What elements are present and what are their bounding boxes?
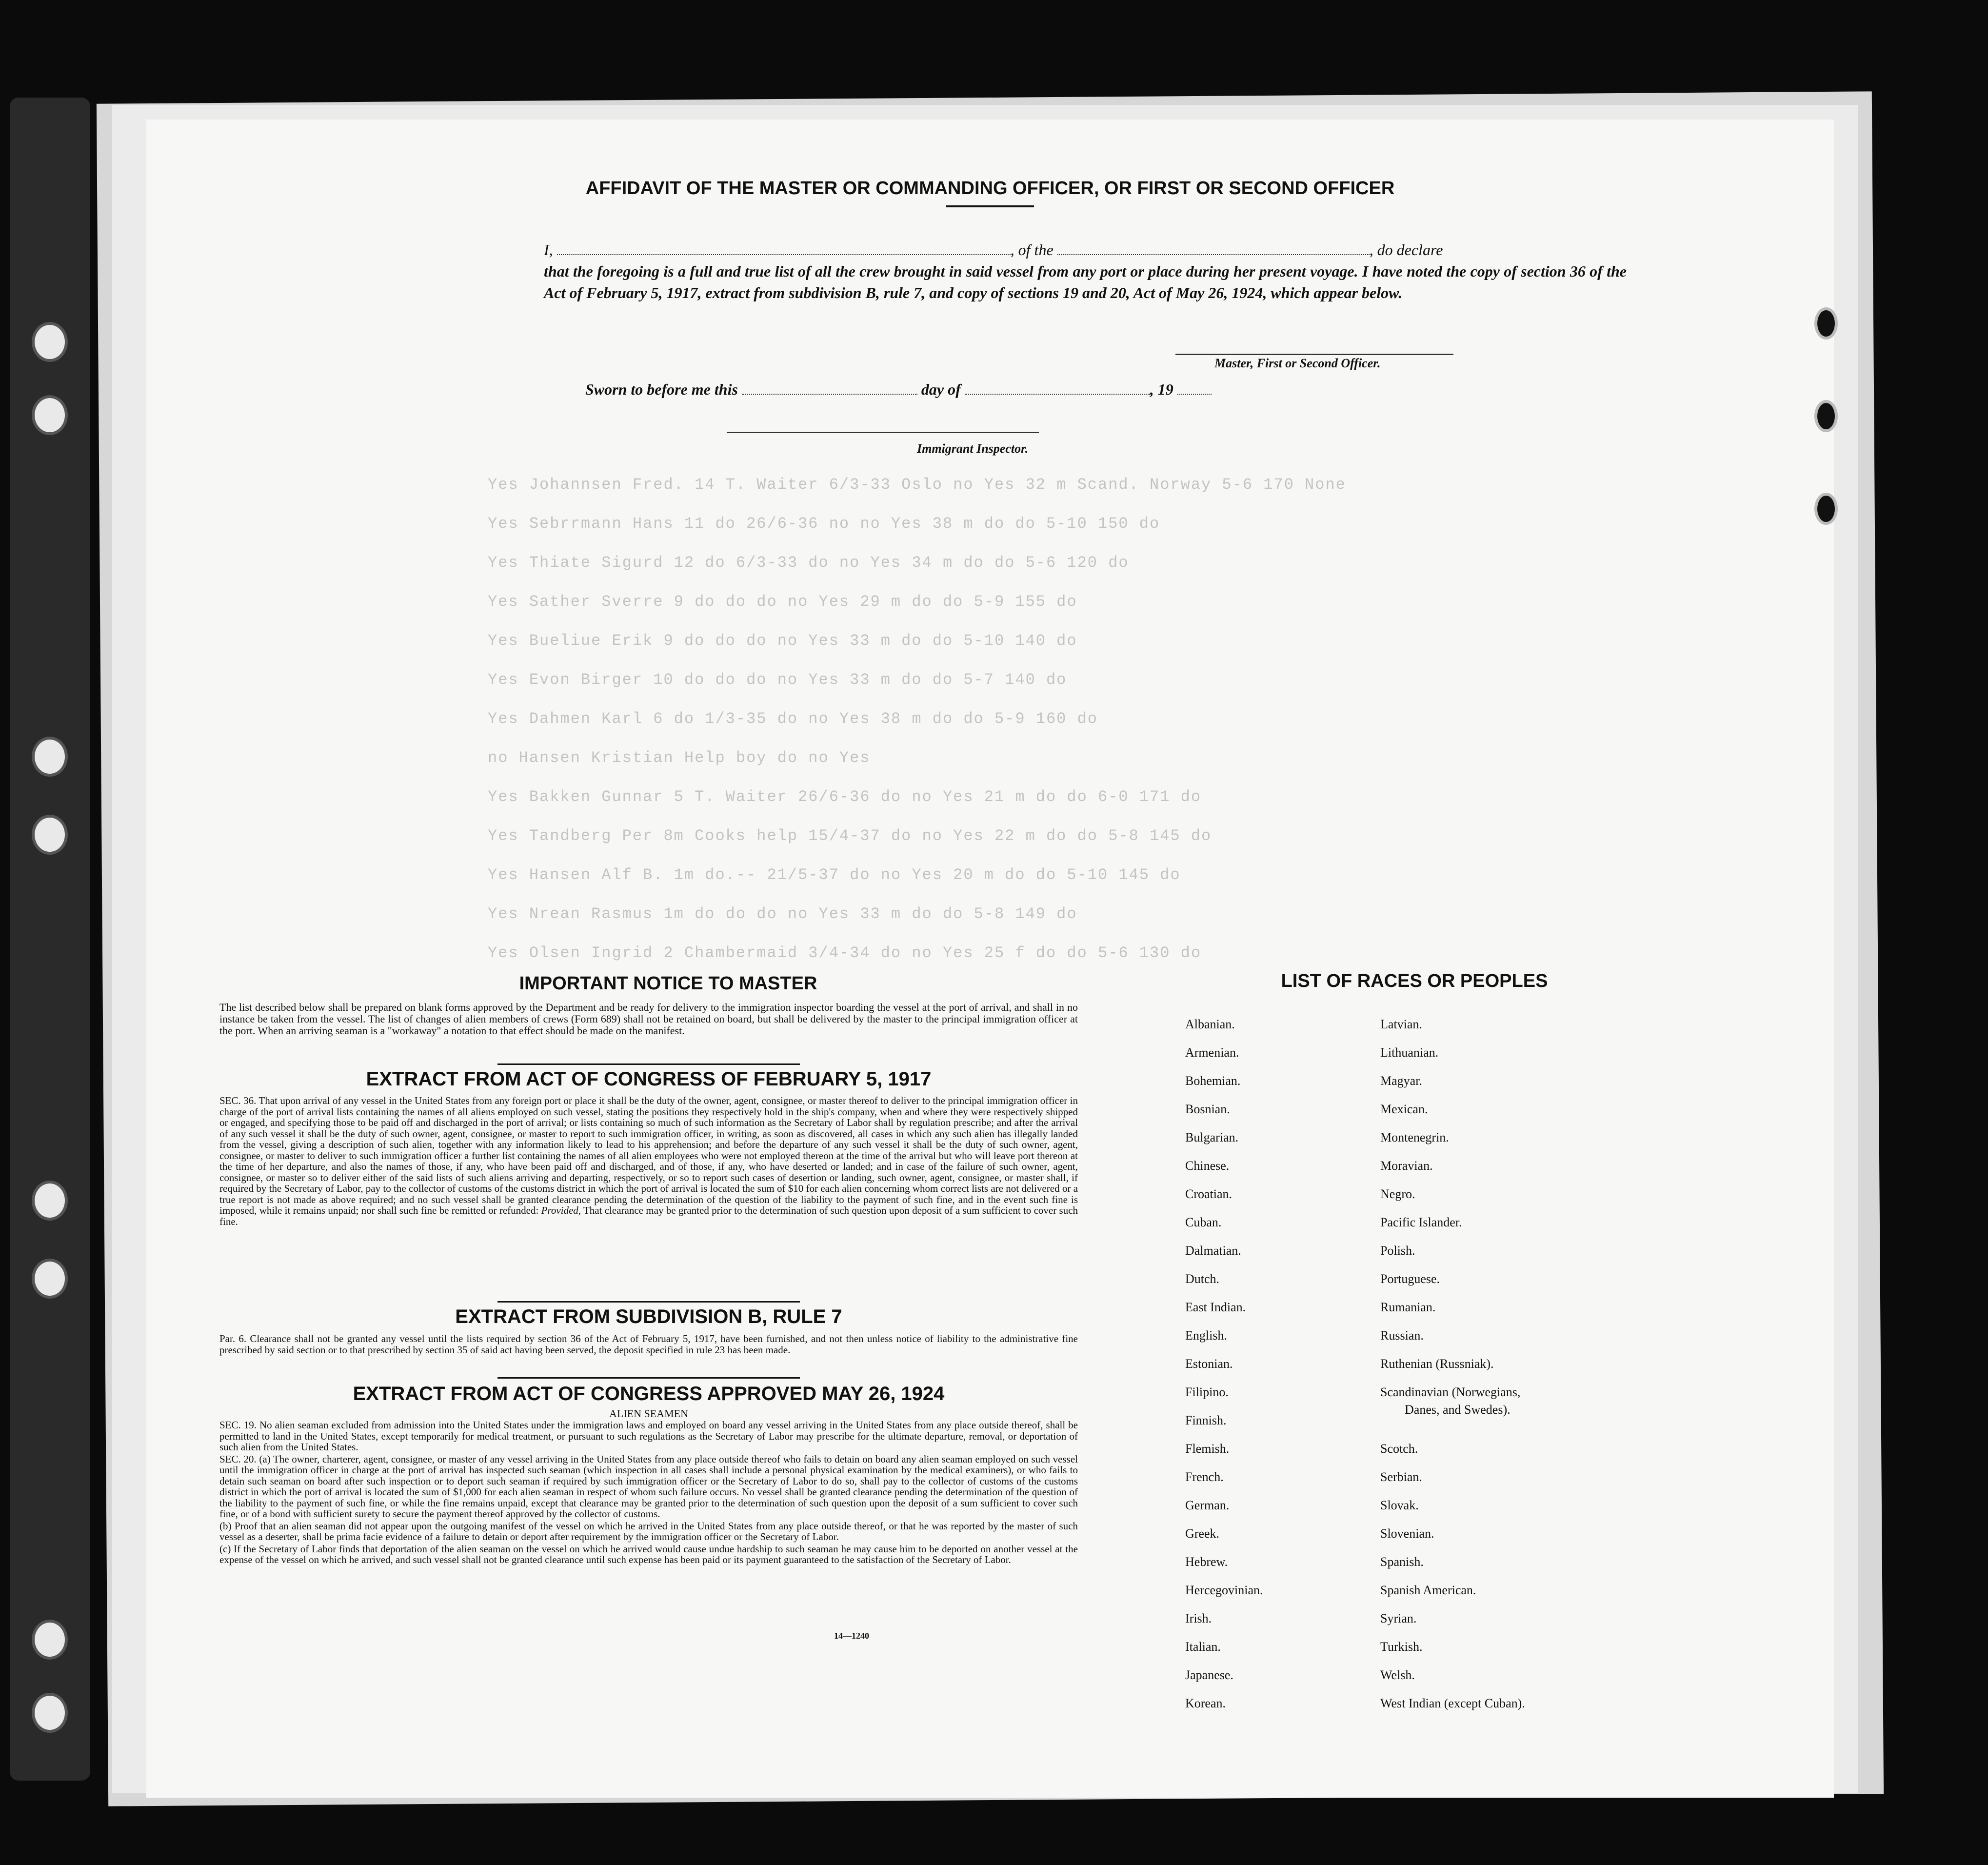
notice-body: The list described below shall be prepared on blank forms approved by the Department and be ready for delivery to the immigration inspector boarding the vessel at the port of arrival, and shall in no instance be taken from the vessel. The list of changes of alien members of crews (Form 689) shall not be retained on board, but shall be delivered by the master to the principal immigration officer at the port. When an arriving seaman is a "workaway" a notation to that effect should be made on the manifest.: [219, 1001, 1078, 1037]
binder-hole: [32, 815, 68, 855]
race-item: Irish.: [1185, 1611, 1212, 1625]
race-item: Serbian.: [1380, 1470, 1422, 1484]
race-item: Dalmatian.: [1185, 1243, 1241, 1258]
sec-20c-text: (c) If the Secretary of Labor finds that deportation of the alien seaman on the vessel on which he arrived would cause undue hardship to such seaman he may cause him to be deported on another vessel at the expense of the vessel on which he arrived, and such vessel shall not be granted clearance until such expense has been paid or its payment guaranteed to the satisfaction of the Secretary of Labor.: [219, 1543, 1078, 1565]
race-item: Syrian.: [1380, 1611, 1417, 1625]
ghost-row: Yes Hansen Alf B. 1m do.-- 21/5-37 do no Yes 20 m do do 5-10 145 do: [488, 866, 1181, 884]
sworn-month-field[interactable]: [965, 394, 1150, 395]
affidavit-declaration-line: [544, 239, 1627, 261]
race-item: Albanian.: [1185, 1017, 1235, 1031]
race-item: Scandinavian (Norwegians,: [1380, 1385, 1521, 1399]
ghost-row: Yes Bueliue Erik 9 do do do no Yes 33 m do do 5-10 140 do: [488, 632, 1077, 650]
extract-1917-text: SEC. 36. That upon arrival of any vessel in the United States from any foreign port or place it shall be the duty of the owner, agent, consignee, or master thereof to deliver to the principal immigration officer in charge of the port of arrival lists containing the names of all aliens employed on such vessel, stating the positions they respectively hold in the ship's company, when and where they were respectively shipped or engaged, and specifying those to be paid off and discharged in the port of arrival; or lists containing so much of such information as the Secretary of Labor shall by regulation prescribe; and after the arrival of any such vessel it shall be the duty of such owner, agent, consignee, or master to report to such immigration officer, in writing, as soon as discovered, all cases in which any such alien has illegally landed from the vessel, giving a description of such alien, together with any information likely to lead to his apprehension; and before the departure of any such vessel it shall be the duty of such owner, agent, consignee, or master to deliver to such immigration officer a further list containing the names of all alien employees who were not employed thereon at the time of the arrival but who will leave port thereon at the time of her departure, and also the names of those, if any, who have been paid off and discharged, and of those, if any, who have deserted or landed; and in case of the failure of such owner, agent, consignee, or master so to deliver either of the said lists of such aliens arriving and departing, respectively, or so to report such cases of desertion or landing, such owner, agent, consignee, or master shall, if required by the Secretary of Labor, pay to the collector of customs of the customs district in which the port of arrival is located the sum of $10 for each alien concerning whom correct lists are not delivered or a true report is not made as above required; and no such vessel shall be granted clearance pending the determination of the question of the liability to the payment of such fine, and in the event such fine is imposed, while it remains unpaid; nor shall such fine be remitted or refunded:: [219, 1095, 1078, 1216]
i-label: I,: [544, 241, 553, 259]
binder-hole: [32, 395, 68, 435]
extract-1924-body: [219, 1420, 1078, 1566]
race-item: Russian.: [1380, 1328, 1424, 1343]
race-item: East Indian.: [1185, 1300, 1246, 1314]
race-item: Slovenian.: [1380, 1526, 1434, 1541]
binder-hole: [32, 737, 68, 777]
signature-label: Master, First or Second Officer.: [1214, 356, 1381, 370]
race-item: Bulgarian.: [1185, 1130, 1239, 1144]
binder-hole: [32, 1259, 68, 1299]
race-item: Mexican.: [1380, 1102, 1428, 1116]
year-label: , 19: [1150, 381, 1173, 398]
divider: [497, 1301, 800, 1303]
race-item: Hebrew.: [1185, 1555, 1228, 1569]
affidavit-title: AFFIDAVIT OF THE MASTER OR COMMANDING OFFICER, OR FIRST OR SECOND OFFICER: [585, 178, 1395, 199]
race-item: Filipino.: [1185, 1385, 1229, 1399]
ghost-row: Yes Sebrrmann Hans 11 do 26/6-36 no no Yes 38 m do do 5-10 150 do: [488, 515, 1160, 533]
races-title: LIST OF RACES OR PEOPLES: [1281, 971, 1548, 991]
sec-20b-text: (b) Proof that an alien seaman did not appear upon the outgoing manifest of the vessel on which he arrived in the United States from any place outside thereof, or that he was reported by the master of such vessel as a deserter, shall be prima facie evidence of a failure to detain or deport after requirement by the immigration officer or the Secretary of Labor.: [219, 1520, 1078, 1543]
sworn-label: Sworn to before me this: [585, 381, 738, 398]
race-item: Italian.: [1185, 1640, 1221, 1654]
ghost-row: Yes Dahmen Karl 6 do 1/3-35 do no Yes 38 m do do 5-9 160 do: [488, 710, 1098, 728]
race-item: Portuguese.: [1380, 1272, 1440, 1286]
document-page: [146, 120, 1834, 1798]
race-item: Bosnian.: [1185, 1102, 1230, 1116]
race-item: Hercegovinian.: [1185, 1583, 1263, 1597]
ghost-row: Yes Evon Birger 10 do do do no Yes 33 m do do 5-7 140 do: [488, 671, 1067, 689]
extract-1924-title: EXTRACT FROM ACT OF CONGRESS APPROVED MAY 26, 1924: [353, 1383, 945, 1404]
race-item: Pacific Islander.: [1380, 1215, 1462, 1229]
binder-hole: [32, 1620, 68, 1660]
race-item: Dutch.: [1185, 1272, 1220, 1286]
race-item: Moravian.: [1380, 1159, 1433, 1173]
extract-rule7-title: EXTRACT FROM SUBDIVISION B, RULE 7: [455, 1306, 842, 1327]
sec-20a-text: SEC. 20. (a) The owner, charterer, agent, consignee, or master of any vessel arriving in the United States from any place outside thereof who fails to detain on board any alien seaman employed on such vessel until the immigration officer in charge at the port of arrival has inspected such seaman (which inspection in all cases shall include a personal physical examination by the medical examiners), or who fails to detain such seaman on board after such inspection or to deport such seaman if required by such immigration officer or the Secretary of Labor to do so, shall pay to the collector of customs of the customs district in which the port of arrival is located the sum of $1,000 for each alien seaman in respect of whom such failure occurs. No vessel shall be granted clearance pending the determination of the question of the liability to the payment of such fine, or while the fine remains unpaid, except that clearance may be granted prior to the determination of such question upon the deposit of a sum sufficient to cover such fine, or of a bond with sufficient surety to secure the payment thereof approved by the collector of customs.: [219, 1453, 1078, 1520]
ghost-row: Yes Thiate Sigurd 12 do 6/3-33 do no Yes 34 m do do 5-6 120 do: [488, 554, 1129, 572]
do-declare-label: , do declare: [1369, 241, 1443, 259]
race-item: Estonian.: [1185, 1357, 1233, 1371]
affidavit-body: that the foregoing is a full and true list of all the crew brought in said vessel from any port or place during her present voyage. I have noted the copy of section 36 of the Act of February 5, 1917, extract from subdivision B, rule 7, and copy of sections 19 and 20, Act of May 26, 1924, which appear below.: [544, 262, 1627, 301]
binder-strip: [10, 98, 90, 1781]
race-item: Japanese.: [1185, 1668, 1233, 1682]
race-item: Polish.: [1380, 1243, 1415, 1258]
race-item: Rumanian.: [1380, 1300, 1436, 1314]
day-of-label: day of: [921, 381, 961, 398]
race-item: Latvian.: [1380, 1017, 1422, 1031]
signature-field[interactable]: [1175, 354, 1453, 355]
race-item: West Indian (except Cuban).: [1380, 1696, 1525, 1710]
race-item: Ruthenian (Russniak).: [1380, 1357, 1494, 1371]
extract-rule7-body: Par. 6. Clearance shall not be granted any vessel until the lists required by section 36 of the Act of February 5, 1917, have been furnished, and not then unless notice of liability to the administrative fine prescribed by said section or to that prescribed by section 35 of said act having been served, the deposit specified in rule 23 has been made.: [219, 1333, 1078, 1356]
of-the-label: , of the: [1010, 241, 1054, 259]
extract-1917-proviso-text: That clearance may be granted prior to the determination of such question upon deposit of a sum sufficient to cover such fine.: [219, 1204, 1078, 1227]
sworn-day-field[interactable]: [742, 394, 917, 395]
divider: [946, 205, 1034, 207]
notice-title: IMPORTANT NOTICE TO MASTER: [519, 973, 817, 994]
race-item: Spanish.: [1380, 1555, 1424, 1569]
race-item: Armenian.: [1185, 1045, 1239, 1060]
race-item: Bohemian.: [1185, 1074, 1241, 1088]
race-item: Korean.: [1185, 1696, 1226, 1710]
race-item: Magyar.: [1380, 1074, 1422, 1088]
ghost-row: no Hansen Kristian Help boy do no Yes: [488, 749, 871, 767]
race-item: Cuban.: [1185, 1215, 1222, 1229]
ghost-row: Yes Johannsen Fred. 14 T. Waiter 6/3-33 Oslo no Yes 32 m Scand. Norway 5-6 170 None: [488, 476, 1346, 494]
divider: [497, 1377, 800, 1379]
extract-1924-subtitle: ALIEN SEAMEN: [609, 1407, 688, 1420]
inspector-label: Immigrant Inspector.: [917, 441, 1029, 456]
race-item: Greek.: [1185, 1526, 1220, 1541]
sworn-line: [585, 381, 1212, 399]
ghost-row: Yes Olsen Ingrid 2 Chambermaid 3/4-34 do no Yes 25 f do do 5-6 130 do: [488, 944, 1202, 962]
sworn-year-field[interactable]: [1177, 394, 1212, 395]
race-item: Croatian.: [1185, 1187, 1233, 1201]
officer-name-field[interactable]: [557, 254, 1011, 255]
binder-hole: [32, 322, 68, 362]
race-item: Chinese.: [1185, 1159, 1230, 1173]
race-item: Finnish.: [1185, 1413, 1227, 1427]
race-item: English.: [1185, 1328, 1227, 1343]
affidavit-text: [544, 239, 1627, 303]
race-item: Slovak.: [1380, 1498, 1419, 1512]
race-item: Scotch.: [1380, 1442, 1418, 1456]
ghost-row: Yes Sather Sverre 9 do do do no Yes 29 m do do 5-9 155 do: [488, 593, 1077, 611]
race-item: Turkish.: [1380, 1640, 1423, 1654]
race-item: German.: [1185, 1498, 1230, 1512]
ghost-row: Yes Bakken Gunnar 5 T. Waiter 26/6-36 do no Yes 21 m do do 6-0 171 do: [488, 788, 1202, 806]
vessel-name-field[interactable]: [1057, 254, 1370, 255]
race-item: Danes, and Swedes).: [1405, 1403, 1511, 1417]
ghost-row: Yes Nrean Rasmus 1m do do do no Yes 33 m do do 5-8 149 do: [488, 905, 1077, 923]
sec-19-text: SEC. 19. No alien seaman excluded from admission into the United States under the immigration laws and employed on board any vessel arriving in the United States from any place outside thereof, shall be permitted to land in the United States, except temporarily for medical treatment, or pursuant to such regulations as the Secretary of Labor may prescribe for the ultimate departure, removal, or deportation of such alien from the United States.: [219, 1419, 1078, 1453]
form-number: 14—1240: [834, 1631, 869, 1641]
race-item: French.: [1185, 1470, 1224, 1484]
extract-1917-proviso: Provided,: [541, 1204, 581, 1216]
race-item: Negro.: [1380, 1187, 1415, 1201]
inspector-signature-field[interactable]: [727, 432, 1039, 433]
race-item: Lithuanian.: [1380, 1045, 1439, 1060]
race-item: Spanish American.: [1380, 1583, 1476, 1597]
race-item: Welsh.: [1380, 1668, 1415, 1682]
race-item: Montenegrin.: [1380, 1130, 1449, 1144]
divider: [497, 1063, 800, 1065]
ghost-row: Yes Tandberg Per 8m Cooks help 15/4-37 do no Yes 22 m do do 5-8 145 do: [488, 827, 1212, 845]
binder-hole: [32, 1693, 68, 1733]
binder-hole: [32, 1181, 68, 1221]
extract-1917-body: [219, 1095, 1078, 1227]
race-item: Flemish.: [1185, 1442, 1230, 1456]
extract-1917-title: EXTRACT FROM ACT OF CONGRESS OF FEBRUARY 5, 1917: [366, 1068, 932, 1090]
